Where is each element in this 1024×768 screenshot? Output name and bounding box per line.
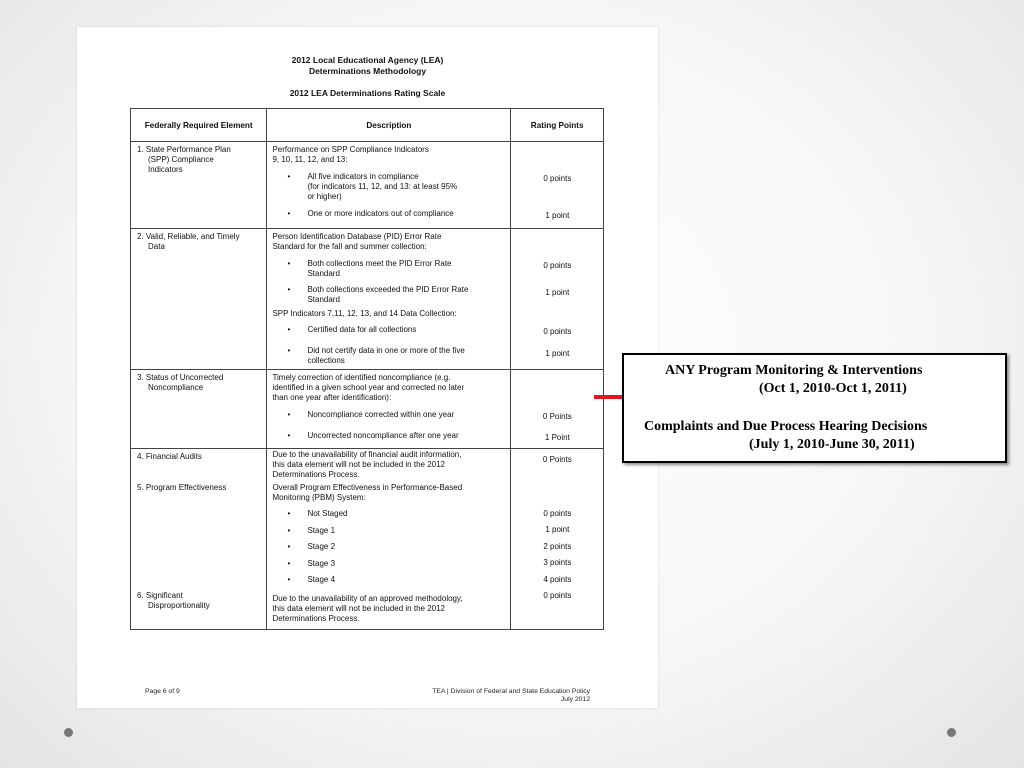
rating-points: 1 Point [544,433,570,442]
bullet-dot: • [287,285,291,294]
rating-points: 1 point [545,211,570,220]
footer-division: TEA | Division of Federal and State Education Policy [432,688,590,695]
bullet-text: Not Staged [307,509,348,518]
decorative-dot-right [947,728,956,737]
footer-page-number: Page 6 of 9 [145,688,180,695]
element-text: (SPP) Compliance [148,155,214,164]
bullet-text: Noncompliance corrected within one year [307,410,455,419]
element-text: 1. State Performance Plan [137,145,231,154]
bullet-dot: • [287,526,291,535]
rating-points: 0 Points [542,455,572,464]
description-text: Person Identification Database (PID) Error Rate [272,232,442,241]
rating-points: 4 points [543,575,572,584]
bullet-text: One or more indicators out of compliance [307,209,454,218]
description-text: Due to the unavailability of financial audit information, [272,450,462,459]
description-text: this data element will not be included in the 2012 [272,604,445,613]
bullet-text: Uncorrected noncompliance after one year [307,431,459,440]
description-text: Standard for the fall and summer collection: [272,242,427,251]
decorative-dot-left [64,728,73,737]
bullet-dot: • [287,209,291,218]
element-text: 5. Program Effectiveness [137,483,227,492]
element-text: 2. Valid, Reliable, and Timely [137,232,240,241]
element-text: Data [148,242,165,251]
bullet-text: Stage 2 [307,542,336,551]
document-page [77,27,658,708]
header-rating-points: Rating Points [511,109,604,142]
element-text: Disproportionality [148,601,210,610]
bullet-dot: • [287,346,291,355]
bullet-dot: • [287,325,291,334]
rating-points: 0 points [543,261,572,270]
description-text: identified in a given school year and corrected no later [272,383,465,392]
doc-subtitle: 2012 LEA Determinations Rating Scale [289,88,446,98]
table-row [131,229,604,370]
bullet-dot: • [287,542,291,551]
footer-date: July 2012 [560,696,590,703]
bullet-dot: • [287,410,291,419]
rating-points: 0 points [543,509,572,518]
bullet-text: Standard [307,269,340,278]
header-element: Federally Required Element [131,109,267,142]
rating-points: 2 points [543,542,572,551]
bullet-dot: • [287,172,291,181]
bullet-text: Did not certify data in one or more of the five [307,346,465,355]
table-row [131,142,604,229]
description-text: Overall Program Effectiveness in Performance-Based [272,483,463,492]
description-text: Performance on SPP Compliance Indicators [272,145,429,154]
bullet-text: Both collections exceeded the PID Error Rate [307,285,469,294]
table-header-row [131,109,604,142]
description-text: this data element will not be included in the 2012 [272,460,445,469]
callout-line1: ANY Program Monitoring & Interventions [665,363,923,378]
rating-scale-table [130,108,604,630]
rating-points: 0 points [543,327,572,336]
bullet-dot: • [287,431,291,440]
bullet-text: Both collections meet the PID Error Rate [307,259,452,268]
rating-points: 3 points [543,558,572,567]
description-text: Timely correction of identified noncompliance (e.g. [272,373,451,382]
rating-points: 0 points [543,174,572,183]
bullet-text: Stage 4 [307,575,336,584]
bullet-dot: • [287,575,291,584]
element-text: 4. Financial Audits [137,452,202,461]
bullet-dot: • [287,259,291,268]
bullet-text: Standard [307,295,340,304]
element-text: 3. Status of Uncorrected [137,373,224,382]
rating-points: 1 point [545,288,570,297]
doc-title-line1: 2012 Local Educational Agency (LEA) [291,55,444,65]
doc-title-line2: Determinations Methodology [308,66,427,76]
rating-points: 1 point [545,349,570,358]
bullet-text: collections [307,356,345,365]
rating-points: 0 Points [542,412,572,421]
description-text: 9, 10, 11, 12, and 13: [272,155,348,164]
callout-line2: (Oct 1, 2010-Oct 1, 2011) [759,381,907,396]
bullet-text: Stage 3 [307,559,336,568]
element-text: Indicators [148,165,183,174]
table-row [131,449,604,630]
bullet-text: Certified data for all collections [307,325,417,334]
description-text: Determinations Process. [272,614,360,623]
element-text: Noncompliance [148,383,204,392]
description-text: SPP Indicators 7,11, 12, 13, and 14 Data Collection: [272,309,457,318]
bullet-dot: • [287,559,291,568]
description-text: Determinations Process. [272,470,360,479]
bullet-text: Stage 1 [307,526,336,535]
rating-points: 0 points [543,591,572,600]
rating-points: 1 point [545,525,570,534]
bullet-text: All five indicators in compliance [307,172,419,181]
element-text: 6. Significant [137,591,183,600]
callout-box [622,353,1007,463]
callout-line4: (July 1, 2010-June 30, 2011) [749,437,915,452]
description-text: Due to the unavailability of an approved methodology, [272,594,463,603]
callout-line3: Complaints and Due Process Hearing Decisions [644,419,928,434]
bullet-text: or higher) [307,192,342,201]
bullet-text: (for indicators 11, 12, and 13: at least 95% [307,182,458,191]
header-description: Description [267,109,511,142]
bullet-dot: • [287,509,291,518]
table-row [131,370,604,449]
description-text: than one year after identification): [272,393,392,402]
description-text: Monitoring (PBM) System: [272,493,366,502]
